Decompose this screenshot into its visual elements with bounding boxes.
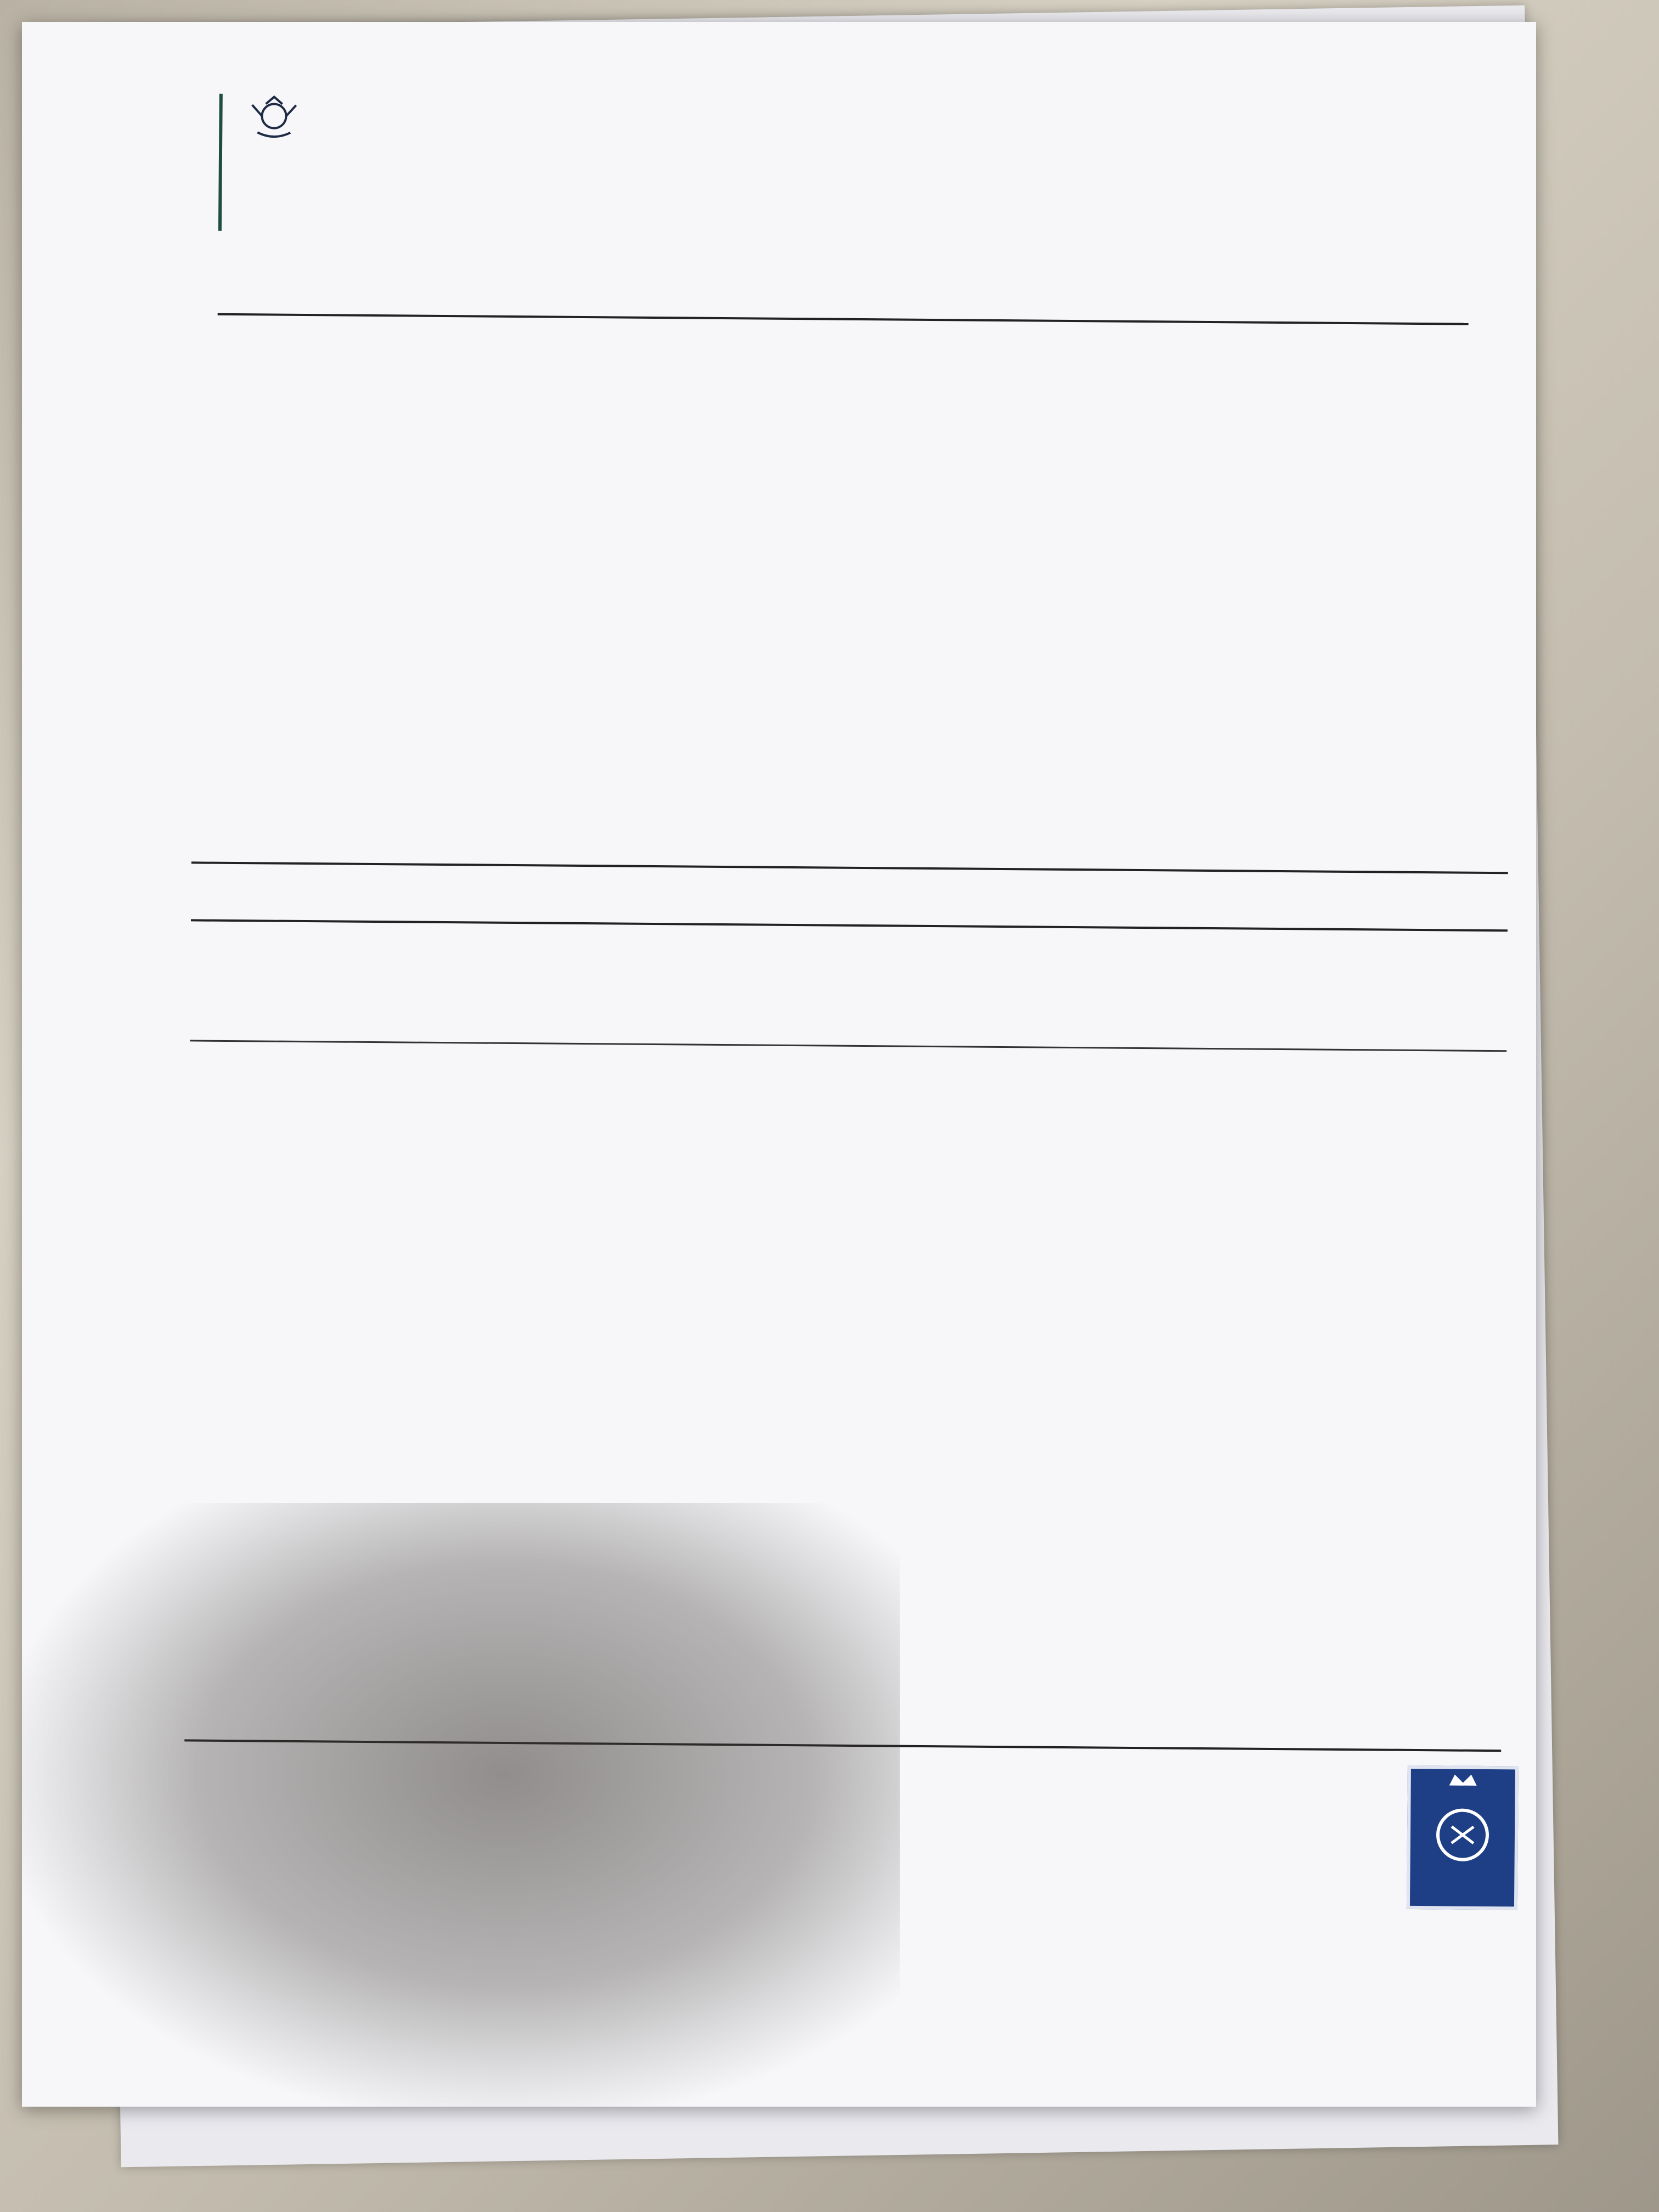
results-table-header — [190, 1048, 239, 1073]
ukas-badge — [1407, 1765, 1519, 1910]
logo-name — [235, 146, 510, 148]
result-code-header — [596, 1051, 815, 1053]
tests-header-label — [492, 988, 1150, 992]
note-line — [706, 1765, 1309, 1770]
note-line — [706, 1765, 1309, 1770]
report-content — [165, 82, 1525, 93]
footer-rule — [184, 1739, 1501, 1752]
report-page — [22, 22, 1536, 2107]
title-bottom-rule — [191, 919, 1508, 932]
photo-shadow — [22, 1503, 900, 2107]
header-rule — [218, 313, 1469, 325]
submission-details — [165, 82, 1525, 93]
contract-header — [190, 985, 344, 986]
id-column-header — [190, 1048, 239, 1073]
tests-requested — [190, 966, 1150, 1036]
results-table — [165, 82, 1525, 93]
test-code-header — [344, 986, 492, 988]
tests-row — [190, 1001, 1150, 1036]
tests-rule — [190, 1040, 1506, 1052]
result-name-header — [596, 1051, 815, 1053]
note-line — [706, 1765, 1309, 1770]
test-code-value — [344, 1024, 492, 1025]
title-top-rule — [191, 861, 1508, 874]
logo-bar — [218, 94, 223, 231]
royal-crest-icon — [241, 94, 307, 138]
ukas-number — [1410, 1933, 1514, 1934]
note-line — [706, 1765, 1309, 1770]
tests-value — [492, 1025, 1150, 1030]
result-column-header — [596, 1051, 815, 1053]
email-authority-note — [706, 1765, 1309, 1770]
contract-value — [190, 1023, 344, 1024]
ukas-crown-icon — [1410, 1769, 1515, 1906]
tests-header — [190, 966, 1150, 998]
